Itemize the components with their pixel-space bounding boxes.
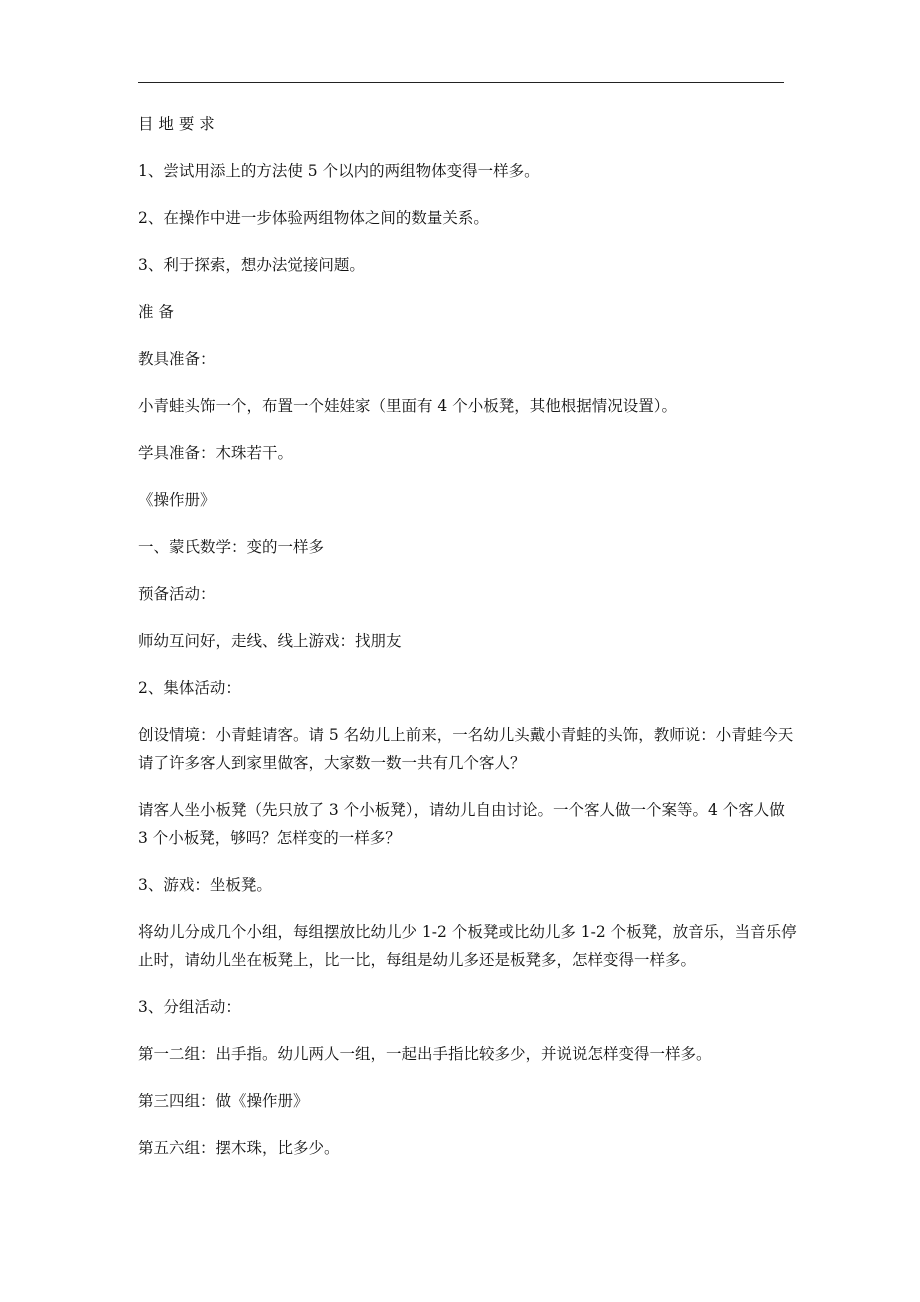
scenario-paragraph: 创设情境：小青蛙请客。请 5 名幼儿上前来，一名幼儿头戴小青蛙的头饰，教师说：小青蛙今天请了许多客人到家里做客，大家数一数一共有几个客人？ <box>138 726 794 772</box>
document-body <box>138 110 798 1181</box>
game-paragraph: 将幼儿分成几个小组，每组摆放比幼儿少 1-2 个板凳或比幼儿多 1-2 个板凳，放音乐，当音乐停止时，请幼儿坐在板凳上，比一比，每组是幼儿多还是板凳多，怎样变得一样多。 <box>138 923 797 969</box>
objective-2: 2、在操作中进一步体验两组物体之间的数量关系。 <box>138 209 489 227</box>
stool-paragraph: 请客人坐小板凳（先只放了 3 个小板凳），请幼儿自由讨论。一个客人做一个案等。4 个客人做 3 个小板凳，够吗？怎样变的一样多？ <box>138 801 790 847</box>
game-label: 3、游戏：坐板凳。 <box>138 876 272 894</box>
section-montessori-math: 一、蒙氏数学：变的一样多 <box>138 538 325 556</box>
teaching-aids-text: 小青蛙头饰一个，布置一个娃娃家（里面有 4 个小板凳，其他根据情况设置）。 <box>138 397 677 415</box>
groups-1-2: 第一二组：出手指。幼儿两人一组，一起出手指比较多少，并说说怎样变得一样多。 <box>138 1045 712 1063</box>
groups-3-4: 第三四组：做《操作册》 <box>138 1092 309 1110</box>
heading-preparation: 准 备 <box>138 303 174 321</box>
preparatory-activity-text: 师幼互问好，走线、线上游戏：找朋友 <box>138 632 402 650</box>
teaching-aids-label: 教具准备： <box>138 350 216 368</box>
heading-objectives: 目 地 要 求 <box>138 115 215 133</box>
workbook-title: 《操作册》 <box>138 491 216 509</box>
groups-5-6: 第五六组：摆木珠，比多少。 <box>138 1139 340 1157</box>
small-group-activity-label: 3、分组活动： <box>138 998 241 1016</box>
preparatory-activity-label: 预备活动： <box>138 585 216 603</box>
student-materials: 学具准备：木珠若干。 <box>138 444 294 462</box>
header-rule <box>138 82 784 83</box>
objective-1: 1、尝试用添上的方法使 5 个以内的两组物体变得一样多。 <box>138 162 540 180</box>
group-activity-label: 2、集体活动： <box>138 679 241 697</box>
objective-3: 3、利于探索，想办法觉接问题。 <box>138 256 365 274</box>
